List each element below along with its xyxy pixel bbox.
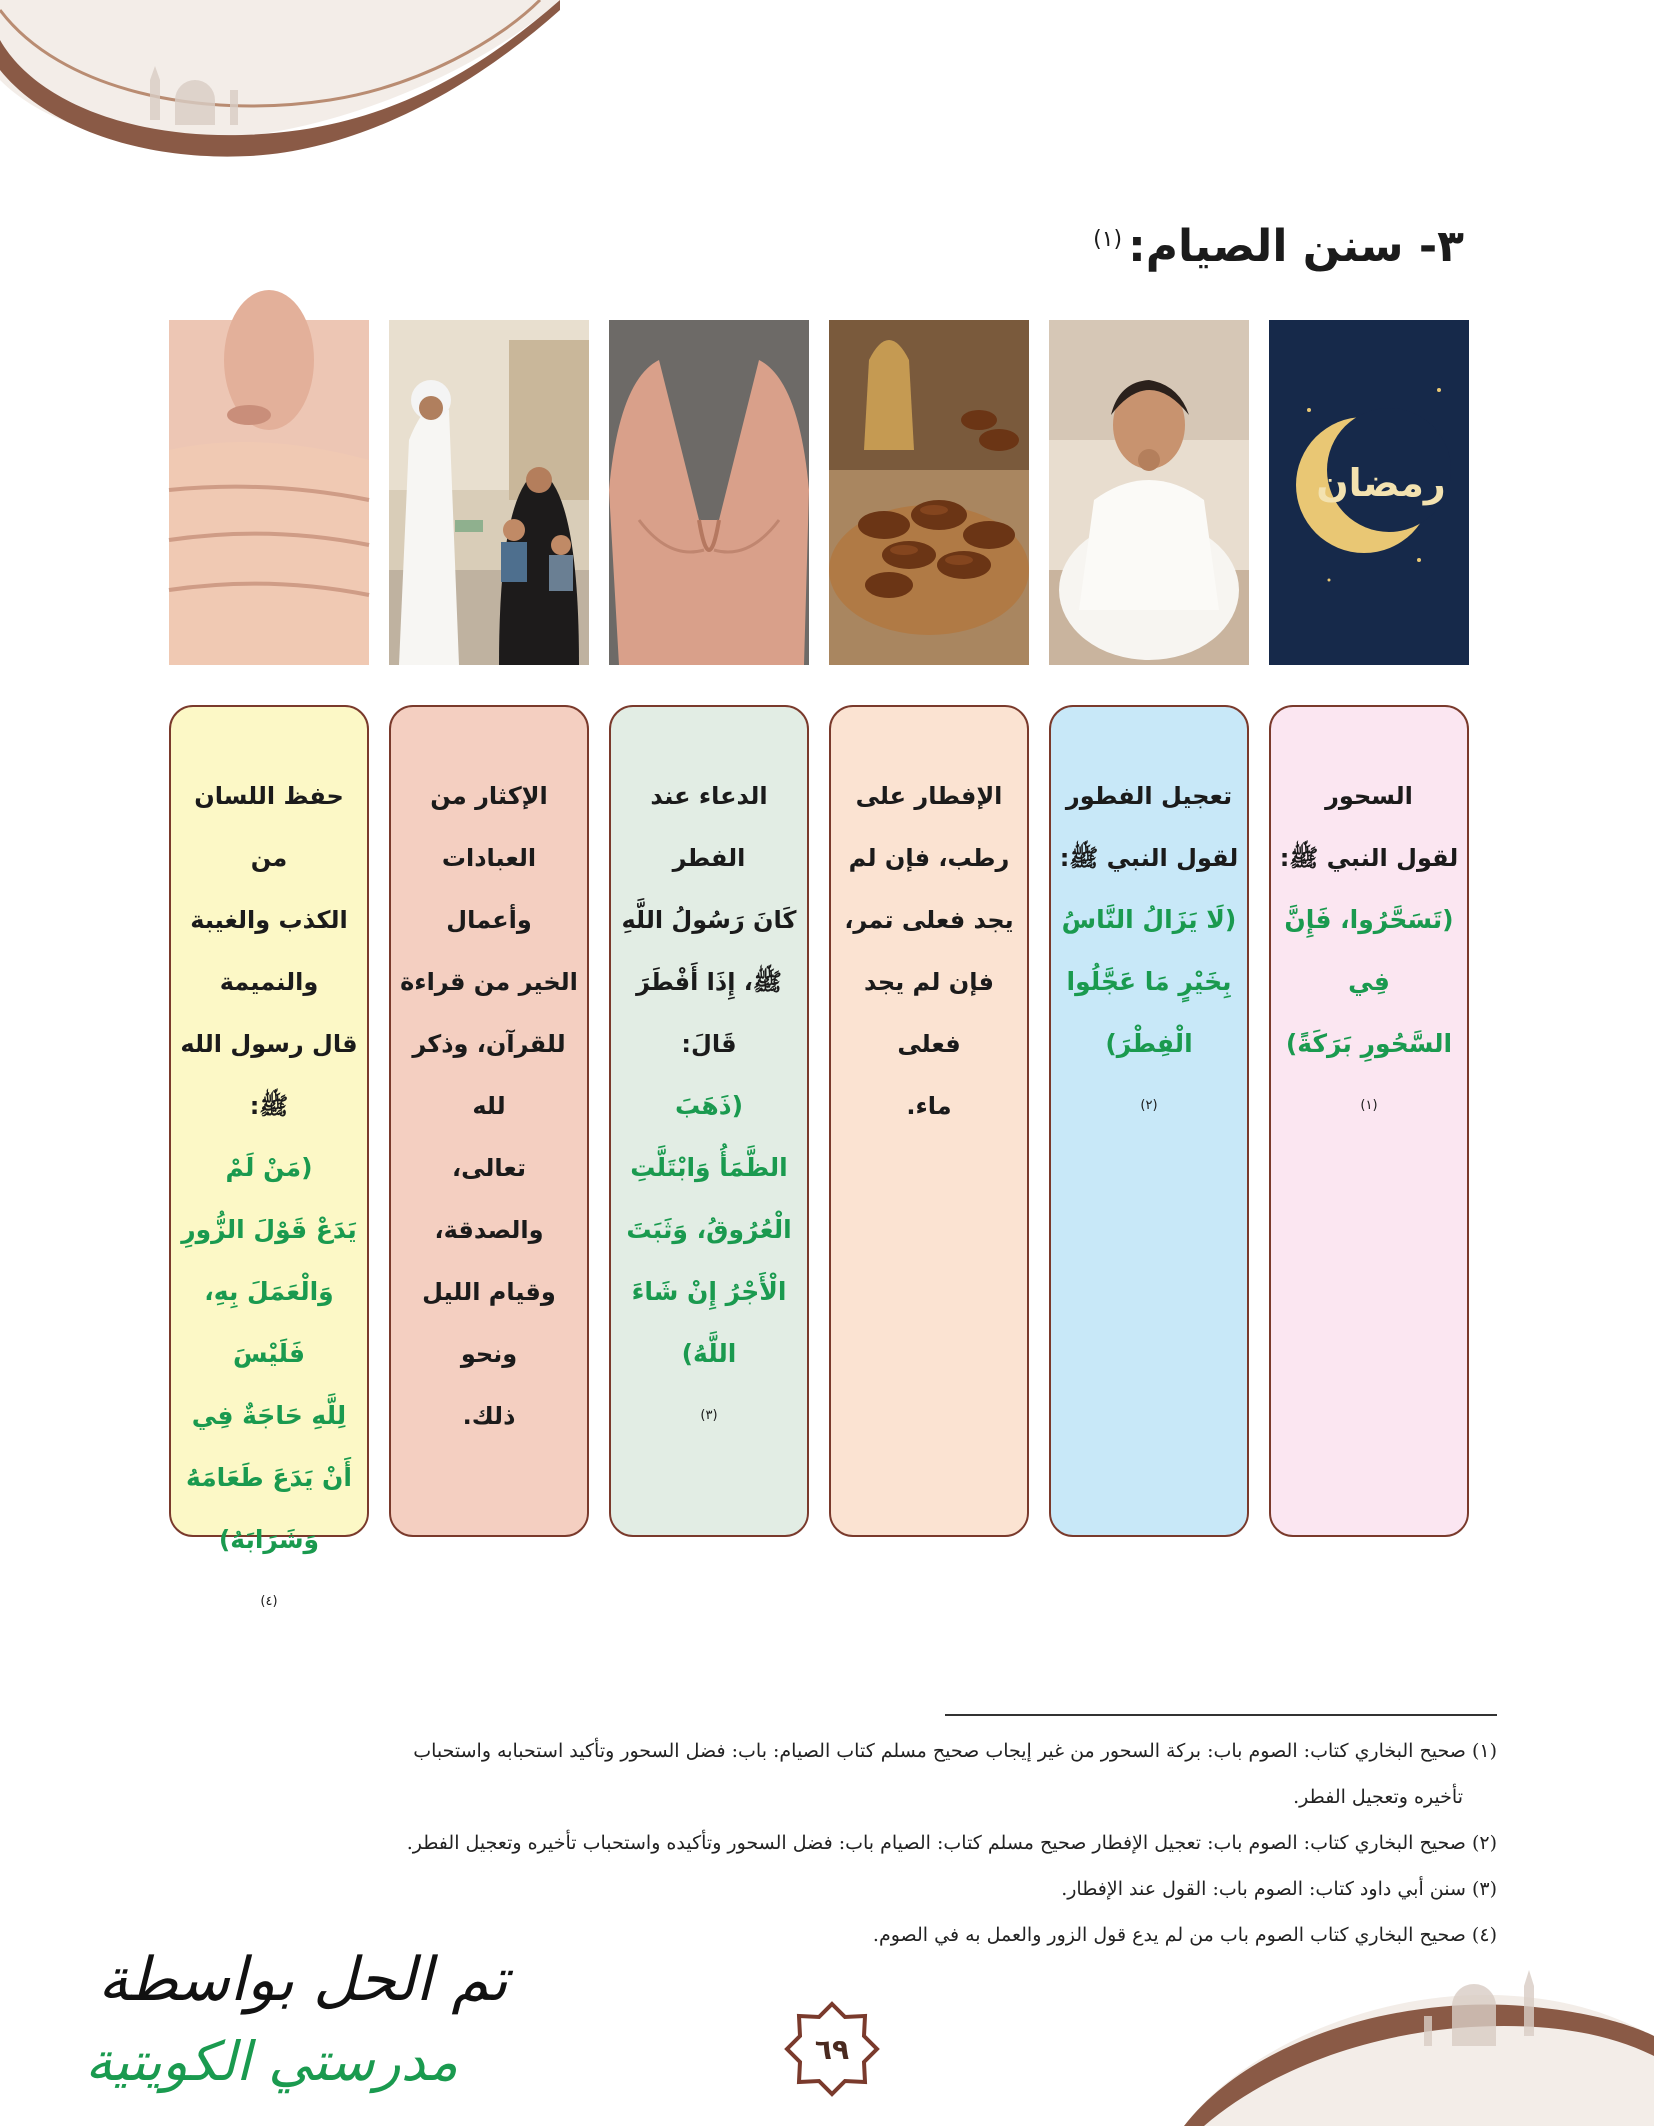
section-heading-text: ٣- سنن الصيام:	[1128, 221, 1464, 273]
card-text-line: الإكثار من	[430, 782, 548, 810]
decorative-corner-top	[0, 0, 560, 200]
card-text-line: قال رسول الله	[180, 1030, 358, 1058]
hadith-quote-line: (ذَهَبَ	[674, 1091, 744, 1120]
hadith-quote-line: (مَنْ لَمْ	[225, 1153, 313, 1182]
card-footnote-ref: (١)	[1360, 1098, 1378, 1113]
card-dua-at-iftar	[609, 705, 809, 1537]
card-guarding-tongue	[169, 705, 369, 1609]
footnotes	[147, 1728, 1497, 1958]
hadith-quote-line: وَالْعَمَلَ بِهِ، فَلَيْسَ	[204, 1277, 334, 1368]
hadith-quote-line: (تَسَحَّرُوا، فَإِنَّ	[1284, 905, 1454, 934]
ramadan-label: رمضان	[1316, 461, 1446, 505]
section-heading	[1093, 221, 1464, 272]
dates-bowl-image	[829, 320, 1029, 665]
hadith-quote-line: يَدَعْ قَوْلَ الزُّورِ	[181, 1215, 357, 1244]
hadith-quote-line: أَنْ يَدَعَ طَعَامَهُ	[186, 1463, 352, 1492]
card-text-line: لقول النبي ﷺ:	[1279, 844, 1459, 872]
card-more-worship	[389, 705, 589, 1537]
decorative-corner-bottom	[1184, 1926, 1654, 2126]
hadith-quote-line: السَّحُورِ بَرَكَةً)	[1285, 1029, 1453, 1058]
card-hastening-iftar	[1049, 705, 1249, 1537]
footnote-4: (٤) صحيح البخاري كتاب الصوم باب من لم يدع قول الزور والعمل به في الصوم.	[872, 1924, 1497, 1946]
card-text-line: كَانَ رَسُولُ اللَّهِ	[621, 906, 797, 934]
card-text-line: للقرآن، وذكر لله	[412, 1030, 566, 1120]
card-text-line: ماء.	[906, 1092, 952, 1120]
card-footnote-ref: (٣)	[700, 1408, 718, 1423]
card-suhoor	[1269, 705, 1469, 1537]
card-text-line: الكذب والغيبة	[190, 906, 348, 934]
hadith-quote-line: لِلَّهِ حَاجَةٌ فِي	[191, 1401, 347, 1430]
handwritten-line-2: مدرستي الكويتية	[85, 2030, 458, 2093]
card-iftar-dates	[829, 705, 1029, 1537]
hadith-quote-line: الْعُرُوقُ، وَثَبَتَ	[626, 1215, 792, 1244]
card-text-line: رطب، فإن لم	[848, 844, 1010, 872]
hadith-quote-line: بِخَيْرٍ مَا عَجَّلُوا	[1066, 967, 1232, 996]
hadith-quote-line: وَشَرَابَهُ)	[218, 1525, 320, 1554]
card-footnote-ref: (٢)	[1140, 1098, 1158, 1113]
footnote-divider	[945, 1714, 1497, 1716]
footnote-2: (٢) صحيح البخاري كتاب: الصوم باب: تعجيل الإفطار صحيح مسلم كتاب: الصيام باب: فضل السحور وتأكيده واستحباب تأخيره وتعجيل الفطر.	[406, 1832, 1497, 1854]
card-text-line: يجد فعلى تمر،	[844, 906, 1014, 934]
card-text-line: ذلك.	[462, 1402, 516, 1430]
handwritten-note	[18, 1930, 518, 2100]
charity-giving-image	[389, 320, 589, 665]
hand-over-mouth-image	[169, 320, 369, 665]
card-text-line: الدعاء عند الفطر	[650, 782, 768, 872]
page-number: ٦٩	[814, 2032, 850, 2066]
hadith-quote-line: الظَّمَأُ وَابْتَلَّتِ	[630, 1153, 788, 1182]
hadith-quote-line: (لَا يَزَالُ النَّاسُ	[1061, 905, 1237, 934]
card-text-line: الخير من قراءة	[400, 968, 578, 996]
page-number-badge	[785, 2002, 879, 2096]
footnote-3: (٣) سنن أبي داود كتاب: الصوم باب: القول عند الإفطار.	[1061, 1878, 1497, 1900]
card-text-line: قَالَ:	[681, 1030, 737, 1058]
card-text-line: السحور	[1325, 782, 1413, 810]
dua-hands-image	[609, 320, 809, 665]
card-text-line: حفظ اللسان من	[194, 782, 344, 872]
footnote-1-continued: تأخيره وتعجيل الفطر.	[1293, 1786, 1463, 1808]
card-text-line: فإن لم يجد فعلى	[864, 968, 994, 1058]
footnote-1: (١) صحيح البخاري كتاب: الصوم باب: بركة السحور من غير إيجاب صحيح مسلم كتاب الصيام: باب: فضل السحور وتأكيد استحبابه واستحباب	[413, 1740, 1497, 1762]
hadith-quote-line: الْفِطْرَ)	[1105, 1029, 1193, 1058]
card-text-line: والنميمة	[219, 968, 319, 996]
card-text-line: لقول النبي ﷺ:	[1059, 844, 1239, 872]
hadith-quote-line: فِي	[1348, 967, 1390, 996]
card-text-line: ﷺ:	[249, 1092, 289, 1120]
heading-footnote-ref: (١)	[1093, 226, 1123, 252]
card-text-line: وقيام الليل ونحو	[422, 1278, 556, 1368]
card-text-line: تعالى، والصدقة،	[434, 1154, 544, 1244]
handwritten-line-1: تم الحل بواسطة	[98, 1945, 508, 2015]
card-text-line: ﷺ، إِذَا أَفْطَرَ	[636, 968, 782, 996]
hadith-quote-line: اللَّهُ)	[681, 1339, 737, 1368]
ramadan-crescent-image	[1269, 320, 1469, 665]
card-footnote-ref: (٤)	[260, 1594, 278, 1609]
hadith-quote-line: الْأَجْرُ إِنْ شَاءَ	[631, 1277, 787, 1306]
card-text-line: الإفطار على	[855, 782, 1003, 810]
boy-eating-suhoor-image	[1049, 320, 1249, 665]
card-text-line: العبادات وأعمال	[441, 844, 537, 934]
card-text-line: تعجيل الفطور	[1065, 782, 1233, 810]
